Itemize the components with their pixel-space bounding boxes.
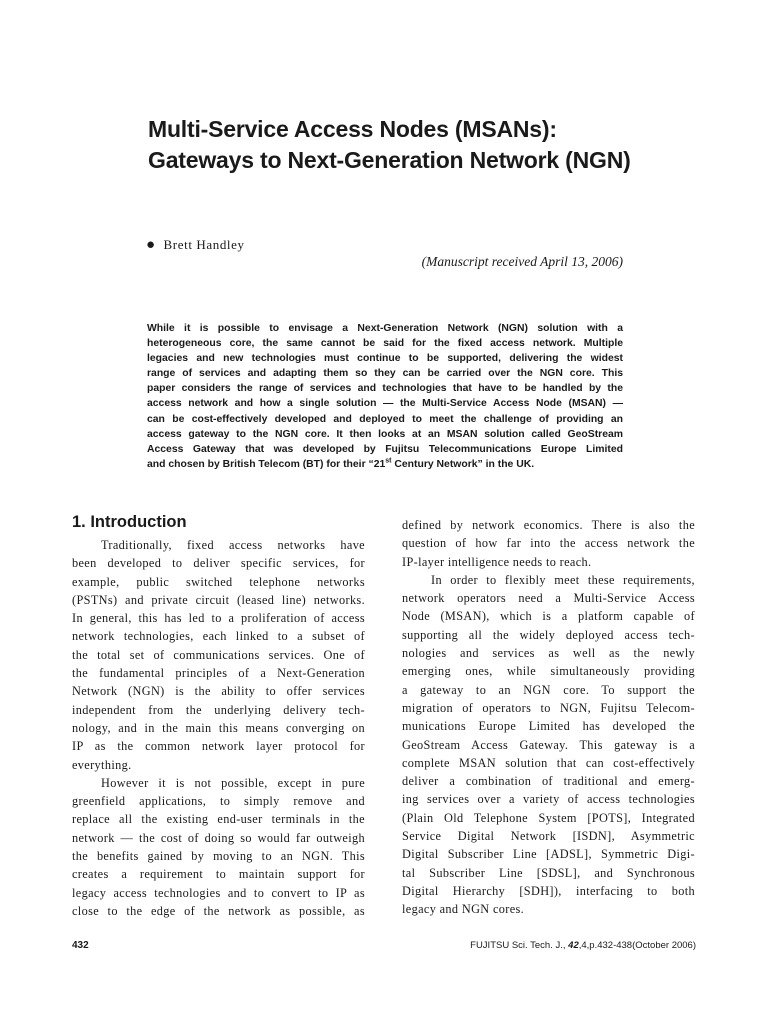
abstract-last-text: and chosen by British Telecom (BT) for their “21 xyxy=(147,458,386,470)
body-line: network technologies, each linked to a subset of xyxy=(72,629,365,644)
body-line: Service Digital Network [ISDN], Asymmetric xyxy=(402,829,695,844)
body-line: creates a requirement to maintain support for xyxy=(72,867,365,882)
body-line: In order to flexibly meet these requirements, xyxy=(431,572,695,587)
body-line: migration of operators to NGN, Fujitsu Telecom- xyxy=(402,700,695,715)
bullet-icon: ● xyxy=(146,237,156,253)
body-line: example, public switched telephone networks xyxy=(72,574,365,589)
body-line: munications Europe Limited has developed the xyxy=(402,719,695,734)
manuscript-received-date: (Manuscript received April 13, 2006) xyxy=(421,254,623,269)
abstract-line: can be cost-effectively developed and deployed to meet the challenge of providing an xyxy=(147,413,623,425)
body-line: emerging ones, while simultaneously providing xyxy=(402,664,695,679)
abstract-line: Access Gateway that was developed by Fujitsu Telecommunications Europe Limited xyxy=(147,443,623,455)
paper-title xyxy=(148,114,748,176)
body-line: ing services over a variety of access technologies xyxy=(402,792,695,807)
body-line: IP-layer intelligence needs to reach. xyxy=(402,554,592,569)
journal-volume: 42 xyxy=(568,940,579,951)
abstract-last-text-end: Century Network” in the UK. xyxy=(391,458,535,470)
body-line: the fundamental principles of a Next-Generation xyxy=(72,666,365,681)
body-line: Node (MSAN), which is a platform capable of xyxy=(402,609,695,624)
body-line: nology, and in the main this means converging on xyxy=(72,720,365,735)
right-column xyxy=(402,516,695,919)
section-heading-introduction: 1. Introduction xyxy=(72,513,187,531)
abstract-line: access gateway to the NGN core. It then looks at an MSAN solution called GeoStream xyxy=(147,428,623,440)
body-line: Digital Subscriber Line [ADSL], Symmetric Digi- xyxy=(402,847,695,862)
abstract-line: range of services and adapting them so they can be carried over the NGN core. This xyxy=(147,368,623,380)
superscript-st: st xyxy=(385,457,392,465)
body-line: deliver a combination of traditional and emerg- xyxy=(402,774,695,789)
abstract-line: While it is possible to envisage a Next-Generation Network (NGN) solution with a xyxy=(147,323,623,334)
abstract-last-line xyxy=(147,457,623,472)
body-line: the total set of communications services. One of xyxy=(72,647,365,662)
body-line: Digital Hierarchy [SDH]), interfacing to both xyxy=(402,883,695,898)
body-line: a gateway to an NGN core. To support the xyxy=(402,682,695,697)
body-line: However it is not possible, except in pure xyxy=(101,775,365,790)
page-number: 432 xyxy=(72,940,89,951)
abstract-line: heterogeneous core, the same cannot be said for the fixed access network. Multiple xyxy=(147,338,623,350)
journal-name: FUJITSU Sci. Tech. J., xyxy=(470,940,569,951)
body-line: (PSTNs) and private circuit (leased line) networks. xyxy=(72,592,365,607)
body-line: IP as the common network layer protocol for xyxy=(72,739,365,754)
journal-date: (October 2006) xyxy=(632,940,696,951)
title-line-2: Gateways to Next-Generation Network (NGN) xyxy=(148,147,631,173)
author-name: Brett Handley xyxy=(163,237,245,252)
body-line: Network (NGN) is the ability to offer services xyxy=(72,684,365,699)
body-line: Traditionally, fixed access networks have xyxy=(101,538,365,552)
body-line: (Plain Old Telephone System [POTS], Integrated xyxy=(402,810,695,825)
body-line: supporting all the widely deployed access tech- xyxy=(402,627,695,642)
body-line: question of how far into the access network the xyxy=(402,536,695,551)
body-line: defined by network economics. There is also the xyxy=(402,518,695,532)
body-line: greenfield applications, to simply remove and xyxy=(72,794,365,809)
body-line: network — the cost of doing so would far outweigh xyxy=(72,830,365,845)
abstract-line: legacies and new technologies must continue to be supported, delivering the widest xyxy=(147,353,623,365)
body-line: complete MSAN solution that can cost-effectively xyxy=(402,755,695,770)
body-line: nologies and services as well as the newly xyxy=(402,646,695,661)
body-line: network operators need a Multi-Service Access xyxy=(402,591,695,606)
left-column xyxy=(72,536,365,920)
body-line: legacy and NGN cores. xyxy=(402,902,525,917)
body-line: replace all the existing end-user terminals in the xyxy=(72,812,365,827)
body-line: independent from the underlying delivery tech- xyxy=(72,702,365,717)
body-line: tal Subscriber Line [SDSL], and Synchronous xyxy=(402,865,695,880)
abstract-line: access network and how a single solution — the Multi-Service Access Node (MSAN) — xyxy=(147,398,623,410)
body-line: the benefits gained by moving to an NGN. This xyxy=(72,849,365,864)
journal-citation xyxy=(420,940,696,951)
body-line: In general, this has led to a proliferation of access xyxy=(72,611,365,626)
body-line: legacy access technologies and to convert to IP as xyxy=(72,885,365,900)
title-line-1: Multi-Service Access Nodes (MSANs): xyxy=(148,116,557,142)
body-line: been developed to deliver specific services, for xyxy=(72,556,365,571)
author-byline xyxy=(146,237,245,254)
journal-issue-pages: ,4,p.432-438 xyxy=(578,940,633,951)
abstract-line: paper considers the range of services and technologies that have to be handled by the xyxy=(147,383,623,395)
body-line: GeoStream Access Gateway. This gateway is a xyxy=(402,737,695,752)
abstract xyxy=(147,321,623,472)
body-line: everything. xyxy=(72,757,132,772)
body-line: close to the edge of the network as possible, as xyxy=(72,903,365,918)
